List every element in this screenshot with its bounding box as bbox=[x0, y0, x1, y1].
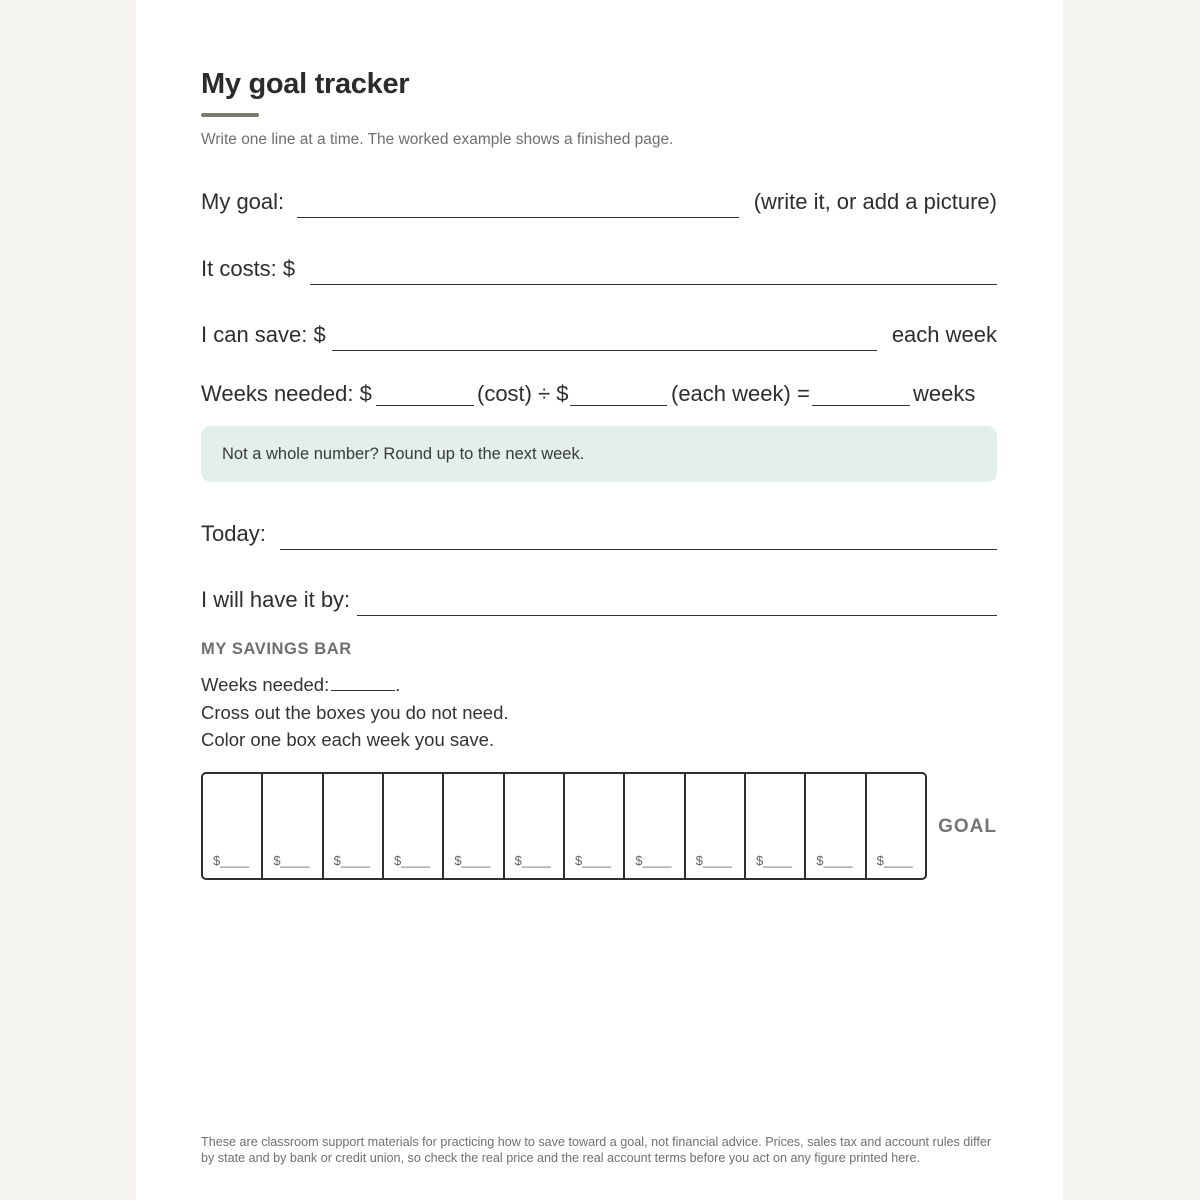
savings-cell[interactable] bbox=[444, 774, 504, 878]
tip-text: Not a whole number? Round up to the next week. bbox=[222, 445, 585, 463]
weeks-each-week-part: (each week) = bbox=[671, 381, 810, 406]
weeks-suffix: weeks bbox=[913, 381, 976, 406]
savings-cell[interactable] bbox=[867, 774, 925, 878]
savings-cell[interactable] bbox=[806, 774, 866, 878]
weeks-each-week-blank[interactable] bbox=[570, 405, 667, 406]
by-date-label: I will have it by: bbox=[201, 587, 351, 612]
goal-hint: (write it, or add a picture) bbox=[753, 189, 997, 214]
cell-amount: $____ bbox=[514, 853, 551, 868]
cost-row bbox=[201, 245, 997, 285]
cell-amount: $____ bbox=[574, 853, 612, 868]
goal-input-line[interactable] bbox=[297, 217, 739, 218]
instruction-color: Color one box each week you save. bbox=[201, 729, 495, 750]
weeks-cost-part: (cost) ÷ $ bbox=[477, 381, 569, 406]
cell-amount: $____ bbox=[755, 853, 793, 868]
savings-cell[interactable] bbox=[203, 774, 263, 878]
cell-amount: $____ bbox=[876, 853, 913, 868]
savings-cell[interactable] bbox=[746, 774, 806, 878]
page-subtitle: Write one line at a time. The worked example shows a finished page. bbox=[201, 131, 674, 148]
weeks-needed-blank[interactable] bbox=[331, 676, 395, 691]
page-title: My goal tracker bbox=[201, 68, 410, 100]
worksheet-page bbox=[136, 0, 1063, 1200]
weeks-needed-line bbox=[201, 674, 400, 696]
today-label: Today: bbox=[201, 521, 266, 546]
savings-cell[interactable] bbox=[625, 774, 685, 878]
cell-amount: $____ bbox=[816, 853, 853, 868]
by-date-input-line[interactable] bbox=[357, 615, 997, 616]
cost-input-line[interactable] bbox=[310, 284, 997, 285]
cell-amount: $____ bbox=[635, 853, 672, 868]
cell-amount: $____ bbox=[454, 853, 491, 868]
cell-amount: $____ bbox=[273, 853, 310, 868]
instruction-cross-out: Cross out the boxes you do not need. bbox=[201, 702, 509, 723]
savings-cell[interactable] bbox=[505, 774, 565, 878]
goal-label: My goal: bbox=[201, 189, 285, 214]
save-row bbox=[201, 311, 997, 351]
savings-cell[interactable] bbox=[686, 774, 746, 878]
goal-marker: GOAL bbox=[938, 816, 997, 837]
by-date-row bbox=[201, 576, 997, 616]
save-label: I can save: $ bbox=[201, 322, 326, 347]
cost-label: It costs: $ bbox=[201, 256, 296, 281]
round-up-tip bbox=[201, 426, 997, 482]
cell-amount: $____ bbox=[333, 853, 370, 868]
title-underline bbox=[201, 113, 259, 117]
save-suffix: each week bbox=[891, 322, 997, 347]
save-input-line[interactable] bbox=[332, 350, 877, 351]
savings-cell[interactable] bbox=[384, 774, 444, 878]
weeks-needed-period: . bbox=[395, 674, 401, 695]
cell-amount: $____ bbox=[695, 853, 732, 868]
savings-cell[interactable] bbox=[324, 774, 384, 878]
weeks-needed-label: Weeks needed: bbox=[201, 674, 330, 695]
savings-cell[interactable] bbox=[263, 774, 323, 878]
weeks-needed-row bbox=[201, 376, 997, 410]
today-row bbox=[201, 510, 997, 550]
goal-row bbox=[201, 178, 997, 218]
weeks-label: Weeks needed: $ bbox=[201, 381, 372, 406]
savings-bar bbox=[201, 772, 927, 880]
savings-cell[interactable] bbox=[565, 774, 625, 878]
today-input-line[interactable] bbox=[280, 549, 997, 550]
disclaimer-footer: These are classroom support materials for practicing how to save toward a goal, not financial advice. Prices, sales tax and account rules differ by state and by bank or credit union, so check the real price and the real account terms before you act on any figure printed here. bbox=[201, 1135, 992, 1165]
savings-bar-heading: MY SAVINGS BAR bbox=[201, 640, 352, 658]
weeks-cost-blank[interactable] bbox=[376, 405, 474, 406]
cell-amount: $____ bbox=[393, 853, 431, 868]
cell-amount: $____ bbox=[213, 853, 250, 868]
weeks-result-blank[interactable] bbox=[812, 405, 910, 406]
